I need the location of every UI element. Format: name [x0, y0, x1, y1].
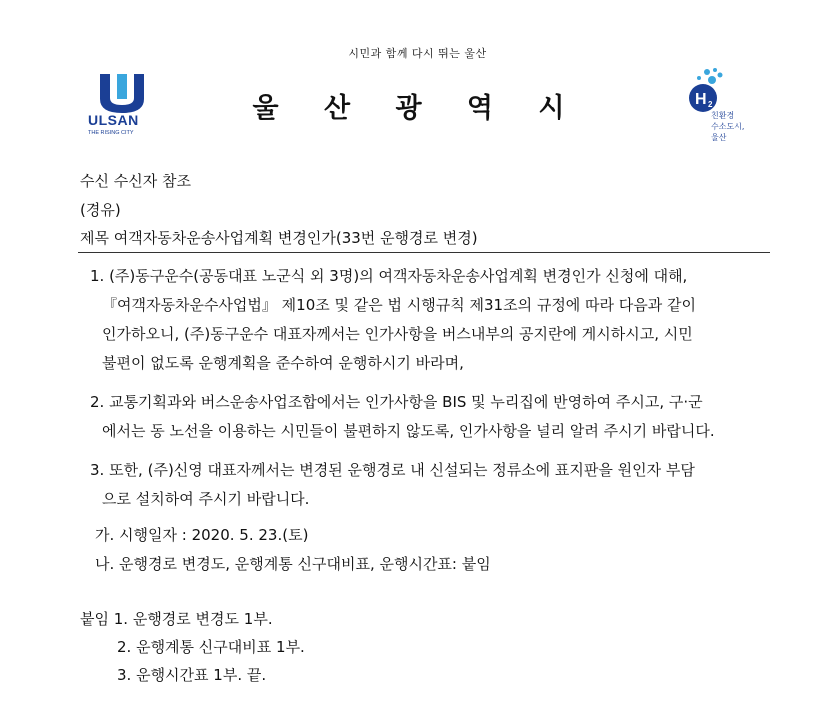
attachment-line-1: 붙임 1. 운행경로 변경도 1부.: [80, 610, 273, 628]
paragraph-1: [90, 262, 790, 378]
paragraph-1-line: 인가하오니, (주)동구운수 대표자께서는 인가사항을 버스내부의 공지란에 게시하시고, 시민: [102, 325, 693, 343]
logo-word: ULSAN: [88, 112, 139, 128]
paragraph-3-line: 으로 설치하여 주시기 바랍니다.: [102, 490, 310, 508]
svg-text:2: 2: [708, 100, 713, 109]
hydrogen-city-logo: [685, 66, 765, 156]
attachment-line-2: 2. 운행계통 신구대비표 1부.: [117, 638, 305, 656]
header-divider: [78, 252, 770, 253]
paragraph-3: [90, 456, 790, 514]
paragraph-1-line: 1. (주)동구운수(공동대표 노군식 외 3명)의 여객자동차운송사업계획 변경인가 신청에 대해,: [90, 267, 688, 285]
paragraph-1-line: 『여객자동차운수사업법』 제10조 및 같은 법 시행규칙 제31조의 규정에 따라 다음과 같이: [102, 296, 697, 314]
logo-caption-line3: 울산: [711, 133, 727, 142]
ulsan-city-logo: [88, 72, 152, 142]
attachment-note-item: 나. 운행경로 변경도, 운행계통 신구대비표, 운행시간표: 붙임: [95, 555, 491, 573]
logo-caption-line2: 수소도시,: [711, 122, 745, 131]
organization-title: 울 산 광 역 시: [252, 93, 583, 124]
slogan: 시민과 함께 다시 뛰는 울산: [348, 47, 487, 60]
paragraph-1-line: 불편이 없도록 운행계획을 준수하여 운행하시기 바라며,: [102, 354, 464, 372]
effective-date-item: 가. 시행일자 : 2020. 5. 23.(토): [95, 526, 309, 544]
subject-line: 제목 여객자동차운송사업계획 변경인가(33번 운행경로 변경): [80, 229, 478, 247]
paragraph-2: [90, 388, 790, 446]
logo-tagline: THE RISING CITY: [88, 130, 134, 136]
hydrogen-h2-icon: [685, 66, 765, 116]
paragraph-3-line: 3. 또한, (주)신영 대표자께서는 변경된 운행경로 내 신설되는 정류소에 표지판을 원인자 부담: [90, 461, 695, 479]
via-line: (경유): [80, 201, 121, 219]
paragraph-2-line: 2. 교통기획과와 버스운송사업조합에서는 인가사항을 BIS 및 누리집에 반영하여 주시고, 구·군: [90, 393, 703, 411]
svg-text:H: H: [695, 91, 707, 108]
logo-caption-line1: 친환경: [711, 111, 735, 120]
paragraph-2-line: 에서는 동 노선을 이용하는 시민들이 불편하지 않도록, 인가사항을 널리 알려 주시기 바랍니다.: [102, 422, 715, 440]
recipient-line: 수신 수신자 참조: [80, 172, 191, 190]
ulsan-u-mark-icon: [92, 72, 152, 114]
logo-caption: [711, 110, 744, 143]
attachment-line-3: 3. 운행시간표 1부. 끝.: [117, 666, 267, 684]
